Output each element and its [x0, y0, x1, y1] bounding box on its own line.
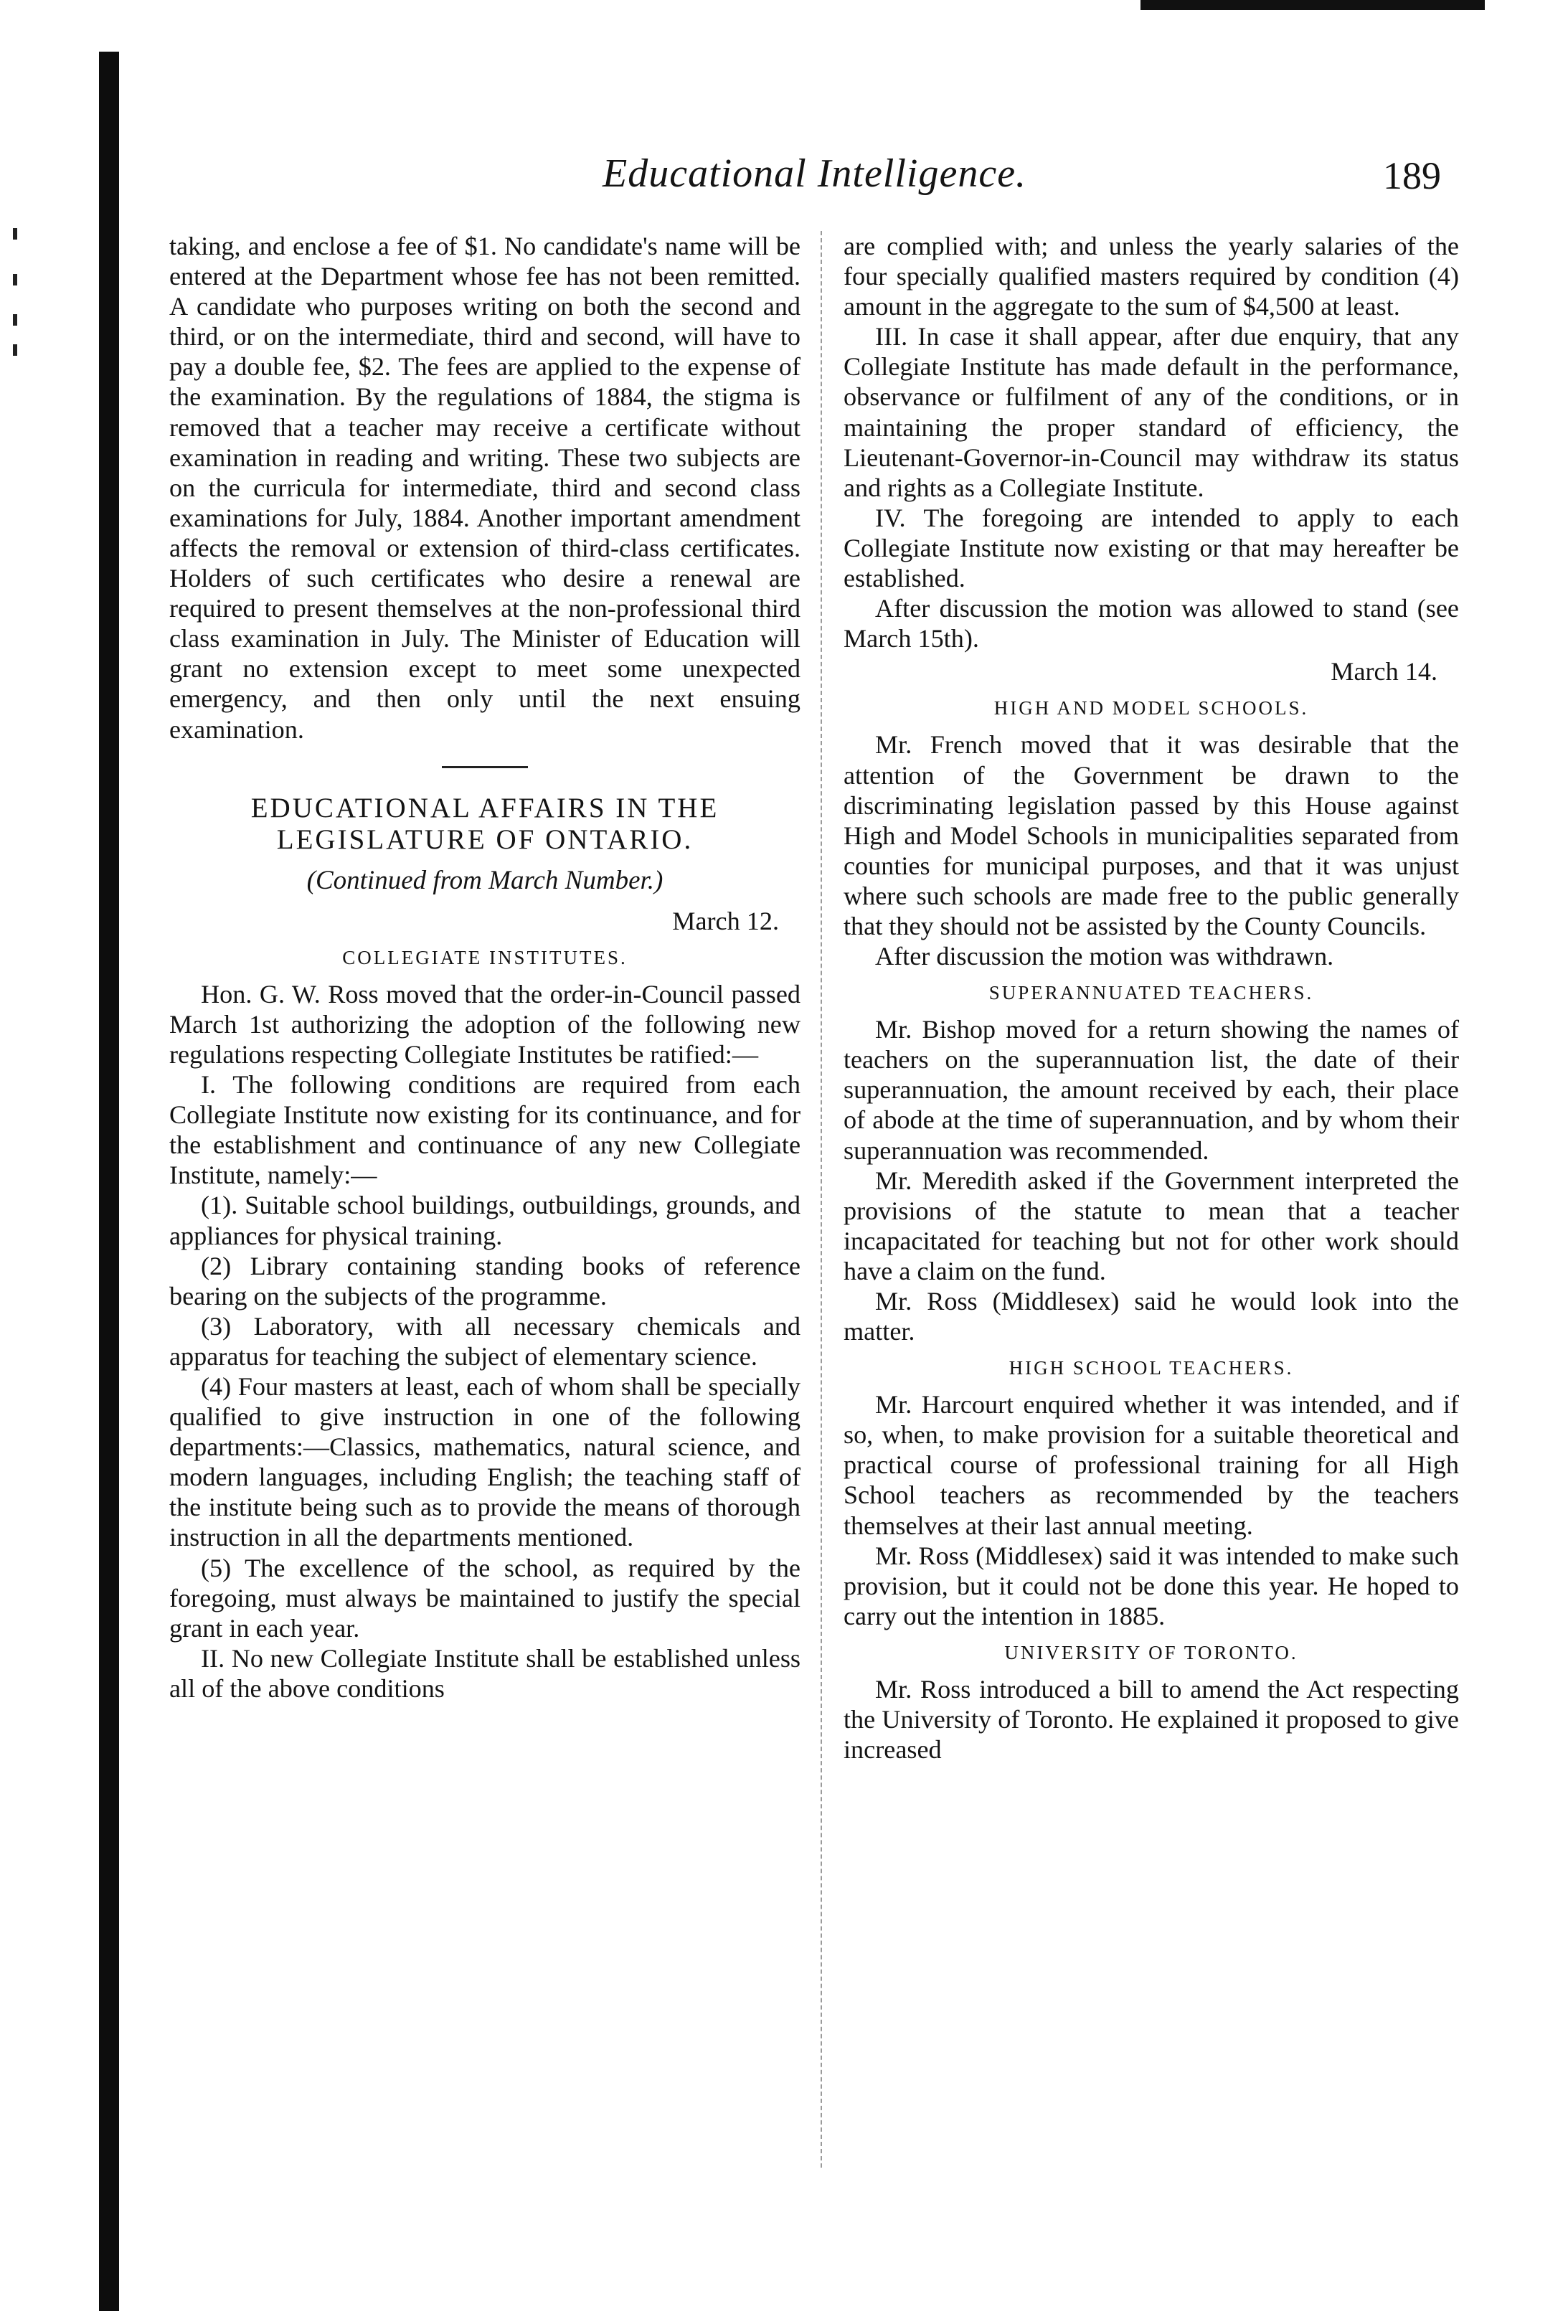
subheading: COLLEGIATE INSTITUTES.	[342, 946, 628, 968]
subheading: HIGH AND MODEL SCHOOLS.	[993, 697, 1309, 719]
article-title-line: EDUCATIONAL AFFAIRS IN THE	[250, 792, 719, 823]
subheading: SUPERANNUATED TEACHERS.	[988, 982, 1314, 1004]
paragraph: IV. The foregoing are intended to apply to each Collegiate Institute now existing or that may hereafter be established.	[844, 503, 1459, 593]
list-item: (4) Four masters at least, each of whom shall be specially qualified to give instruction in one of the following departments:—Classics, mathematics, natural science, and modern languages, including English; the teaching staff of the institute being such as to provide the means of thorough instruction in all the departments mentioned.	[169, 1372, 800, 1552]
paragraph: Mr. Harcourt enquired whether it was intended, and if so, when, to make provision for a suitable theoretical and practical course of professional training for all High School teachers as recommended by the teachers themselves at their last annual meeting.	[844, 1390, 1459, 1540]
paragraph: Mr. Ross introduced a bill to amend the Act respecting the University of Toronto. He explained it proposed to give increased	[844, 1674, 1459, 1765]
continued-note: (Continued from March Number.)	[306, 865, 663, 895]
section-rule	[442, 766, 528, 768]
paragraph: After discussion the motion was withdrawn.	[875, 942, 1334, 971]
article-title-line: LEGISLATURE OF ONTARIO.	[276, 823, 694, 855]
paragraph: are complied with; and unless the yearly salaries of the four specially qualified masters required by condition (4) amount in the aggregate to the sum of $4,500 at least.	[844, 232, 1459, 321]
paragraph: Mr. French moved that it was desirable that the attention of the Government be drawn to the discriminating legislation passed by this House against High and Model Schools in municipalities separated from counties for municipal purposes, and that it was unjust where such schools are made free to the public generally that they should not be assisted by the County Councils.	[844, 730, 1459, 940]
paragraph: Hon. G. W. Ross moved that the order-in-Council passed March 1st authorizing the adoption of the following new regulations respecting Collegiate Institutes be ratified:—	[169, 979, 800, 1069]
paragraph: Mr. Bishop moved for a return showing the names of teachers on the superannuation list, the date of their superannuation, the amount received by each, their place of abode at the time of superannuation, and by whom their superannuation was recommended.	[844, 1015, 1459, 1165]
page-header	[0, 151, 1568, 208]
paragraph: III. In case it shall appear, after due enquiry, that any Collegiate Institute has made default in the performance, observance or fulfilment of any of the conditions, or in maintaining the proper standard of efficiency, the Lieutenant-Governor-in-Council may withdraw its status and rights as a Collegiate Institute.	[844, 322, 1459, 502]
page-number: 189	[1383, 154, 1441, 197]
subheading: UNIVERSITY OF TORONTO.	[1004, 1641, 1298, 1663]
binding-edge-bar	[99, 52, 119, 2311]
margin-mark	[13, 274, 17, 285]
paragraph: II. No new Collegiate Institute shall be established unless all of the above conditions	[169, 1643, 800, 1703]
intro-paragraph: taking, and enclose a fee of $1. No candidate's name will be entered at the Department whose fee has not been remitted. A candidate who purposes writing on both the second and third, or on the intermediate, third and second, will have to pay a double fee, $2. The fees are applied to the expense of the examination. By the regulations of 1884, the stigma is removed that a teacher may receive a certificate without examination in reading and writing. These two subjects are on the curricula for intermediate, third and second class examinations for July, 1884. Another important amendment affects the removal or extension of third-class certificates. Holders of such certificates who desire a renewal are required to present themselves at the non-professional third class examination in July. The Minister of Education will grant no extension except to meet some unexpected emergency, and then only until the next ensuing examination.	[169, 232, 800, 744]
list-item: (3) Laboratory, with all necessary chemicals and apparatus for teaching the subject of elementary science.	[169, 1311, 800, 1371]
article-title	[169, 793, 800, 856]
paragraph: Mr. Meredith asked if the Government interpreted the provisions of the statute to mean that a teacher incapacitated for teaching but not for other work should have a claim on the fund.	[844, 1166, 1459, 1285]
right-column	[844, 231, 1459, 1765]
list-item: (5) The excellence of the school, as required by the foregoing, must always be maintained to justify the special grant in each year.	[169, 1553, 800, 1643]
margin-mark	[13, 314, 17, 326]
date-line: March 14.	[1331, 657, 1437, 686]
subheading: HIGH SCHOOL TEACHERS.	[1009, 1357, 1294, 1379]
paragraph: Mr. Ross (Middlesex) said he would look into the matter.	[844, 1287, 1459, 1346]
paragraph: I. The following conditions are required from each Collegiate Institute now existing for its continuance, and for the establishment and continuance of any new Collegiate Institute, namely:—	[169, 1070, 800, 1190]
column-divider	[821, 231, 822, 2168]
list-item: (2) Library containing standing books of reference bearing on the subjects of the programme.	[169, 1251, 800, 1310]
paragraph: Mr. Ross (Middlesex) said it was intended to make such provision, but it could not be done this year. He hoped to carry out the intention in 1885.	[844, 1541, 1459, 1630]
running-title: Educational Intelligence.	[603, 151, 1027, 196]
left-column	[169, 231, 800, 1704]
top-edge-rule	[1140, 0, 1485, 10]
date-line: March 12.	[672, 906, 779, 935]
list-item: (1). Suitable school buildings, outbuildings, grounds, and appliances for physical training.	[169, 1191, 800, 1250]
paragraph: After discussion the motion was allowed to stand (see March 15th).	[844, 594, 1459, 653]
margin-mark	[13, 228, 17, 240]
margin-mark	[13, 344, 17, 356]
